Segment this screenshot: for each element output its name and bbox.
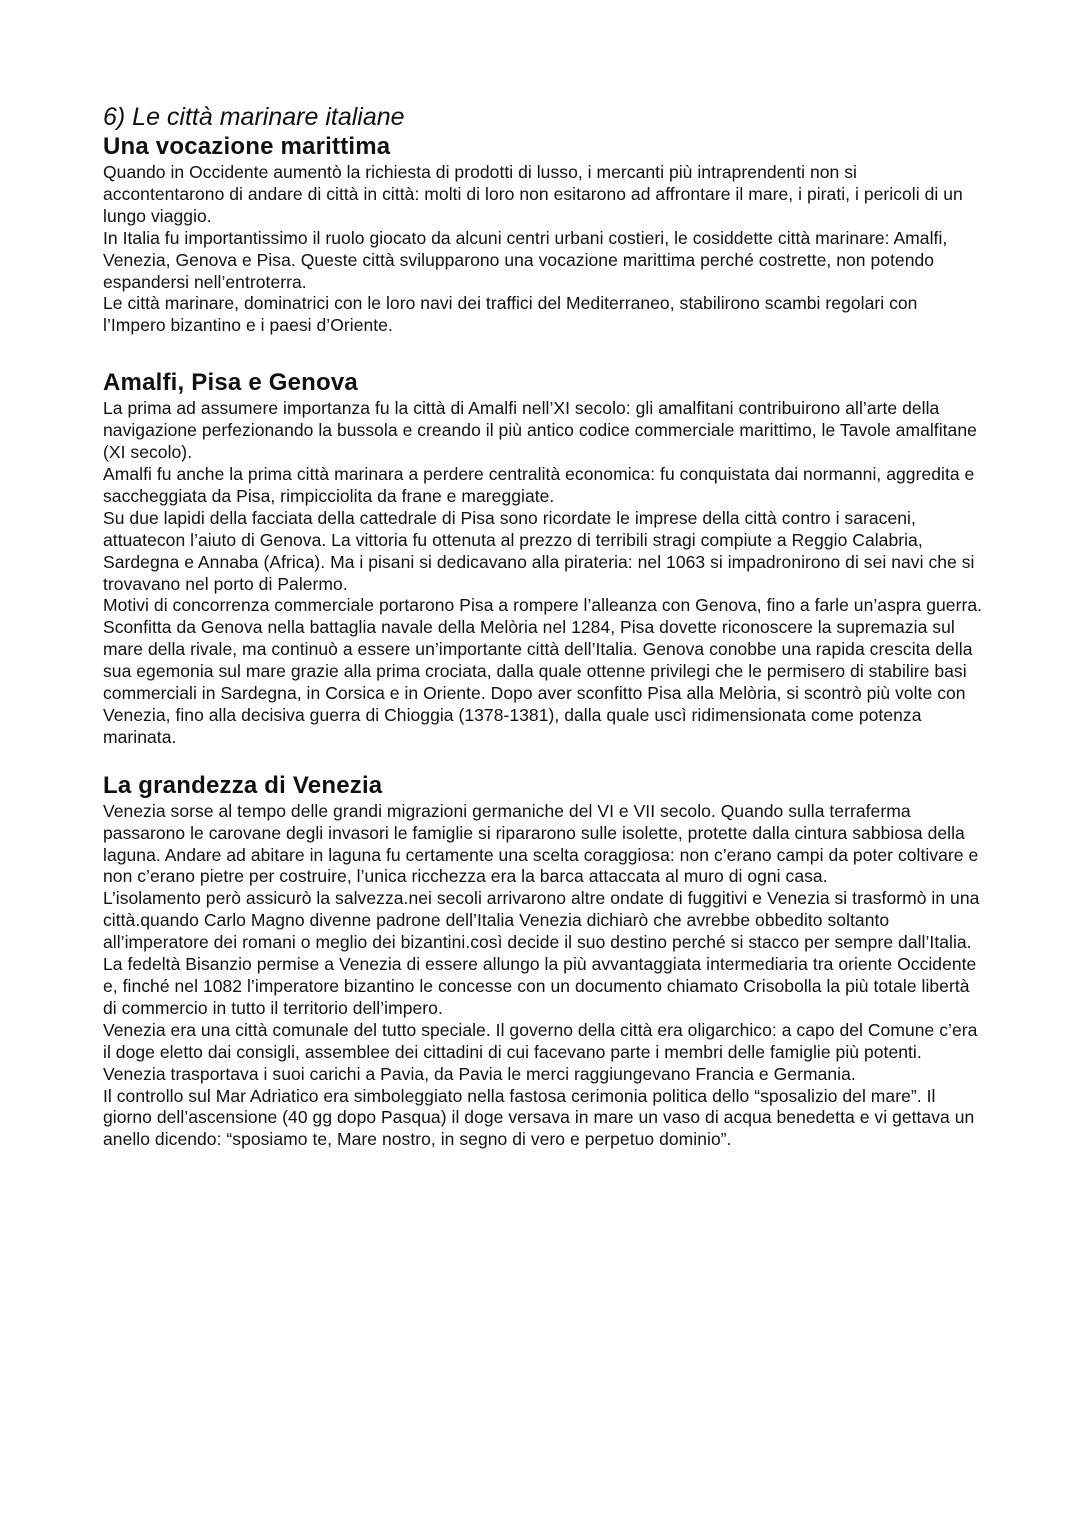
paragraph: Venezia era una città comunale del tutto speciale. Il governo della città era oligarchico: a capo del Comune c’era il doge eletto dai consigli, assemblee dei cittadini di cui facevano parte i membri delle famiglie più potenti. bbox=[103, 1019, 978, 1062]
section-heading: Una vocazione marittima bbox=[103, 133, 391, 160]
section-vocazione-marittima bbox=[103, 132, 983, 337]
paragraph: Amalfi fu anche la prima città marinara a perdere centralità economica: fu conquistata dai normanni, aggredita e saccheggiata da Pisa, rimpicciolita da frane e mareggiate. bbox=[103, 463, 975, 506]
paragraph: L’isolamento però assicurò la salvezza.nei secoli arrivarono altre ondate di fuggitivi e Venezia si trasformò in una città.quando Carlo Magno divenne padrone dell’Italia Venezia dichiarò che avrebbe obbedito soltanto all’imperatore dei romani o meglio dei bizantini.così decide il suo destino perché si stacco per sempre dall’Italia. La fedeltà Bisanzio permise a Venezia di essere allungo la più avvantaggiata intermediaria tra oriente Occidente e, finché nel 1082 l’imperatore bizantino le concesse con un documento chiamato Crisobolla la più totale libertà di commercio in tutto il territorio dell’impero. bbox=[103, 888, 980, 1018]
paragraph: Quando in Occidente aumentò la richiesta di prodotti di lusso, i mercanti più intraprendenti non si accontentarono di andare di città in città: molti di loro non esitarono ad affrontare il mare, i pirati, i pericoli di un lungo viaggio. bbox=[103, 162, 963, 226]
document-page bbox=[103, 102, 983, 1151]
paragraph: Le città marinare, dominatrici con le loro navi dei traffici del Mediterraneo, stabilirono scambi regolari con l’Impero bizantino e i paesi d’Oriente. bbox=[103, 293, 918, 336]
paragraph: Motivi di concorrenza commerciale portarono Pisa a rompere l’alleanza con Genova, fino a farle un’aspra guerra. Sconfitta da Genova nella battaglia navale della Melòria nel 1284, Pisa dovette riconoscere la supremazia sul mare della rivale, ma continuò a essere un’importante città dell’Italia. Genova conobbe una rapida crescita della sua egemonia sul mare grazie alla prima crociata, dalla quale ottenne privilegi che le permisero di stabilire basi commerciali in Sardegna, in Corsica e in Oriente. Dopo aver sconfitto Pisa alla Melòria, si scontrò più volte con Venezia, fino alla decisiva guerra di Chioggia (1378-1381), dalla quale uscì ridimensionata come potenza marinata. bbox=[103, 595, 983, 747]
chapter-title: 6) Le città marinare italiane bbox=[103, 103, 405, 131]
section-grandezza-venezia bbox=[103, 771, 983, 1152]
paragraph: In Italia fu importantissimo il ruolo giocato da alcuni centri urbani costieri, le cosiddette città marinare: Amalfi, Venezia, Genova e Pisa. Queste città svilupparono una vocazione marittima perché costrette, non potendo espandersi nell’entroterra. bbox=[103, 227, 948, 292]
section-heading: Amalfi, Pisa e Genova bbox=[103, 369, 358, 397]
paragraph: La prima ad assumere importanza fu la città di Amalfi nell’XI secolo: gli amalfitani contribuirono all’arte della navigazione perfezionando la bussola e creando il più antico codice commerciale marittimo, le Tavole amalfitane (XI secolo). bbox=[103, 398, 977, 463]
paragraph: Venezia sorse al tempo delle grandi migrazioni germaniche del VI e VII secolo. Quando sulla terraferma passarono le carovane degli invasori le famiglie si ripararono sulle isolette, protette dalla cintura sabbiosa della laguna. Andare ad abitare in laguna fu certamente una scelta coraggiosa: non c’erano campi da poter coltivare e non c’erano pietre per costruire, l’unica ricchezza era la barca attaccata al muro di ogni casa. bbox=[103, 800, 979, 887]
paragraph: Venezia trasportava i suoi carichi a Pavia, da Pavia le merci raggiungevano Francia e Germania. bbox=[103, 1063, 856, 1084]
section-amalfi-pisa-genova bbox=[103, 368, 983, 749]
paragraph: Su due lapidi della facciata della cattedrale di Pisa sono ricordate le imprese della città contro i saraceni, attuatecon l’aiuto di Genova. La vittoria fu ottenuta al prezzo di terribili stragi compiute a Reggio Calabria, Sardegna e Annaba (Africa). Ma i pisani si dedicavano alla pirateria: nel 1063 si impadronirono di sei navi che si trovavano nel porto di Palermo. bbox=[103, 507, 975, 594]
section-heading: La grandezza di Venezia bbox=[103, 771, 383, 799]
paragraph: Il controllo sul Mar Adriatico era simboleggiato nella fastosa cerimonia politica dello “sposalizio del mare”. Il giorno dell’ascensione (40 gg dopo Pasqua) il doge versava in mare un vaso di acqua benedetta e vi gettava un anello dicendo: “sposiamo te, Mare nostro, in segno di vero e perpetuo dominio”. bbox=[103, 1085, 975, 1150]
